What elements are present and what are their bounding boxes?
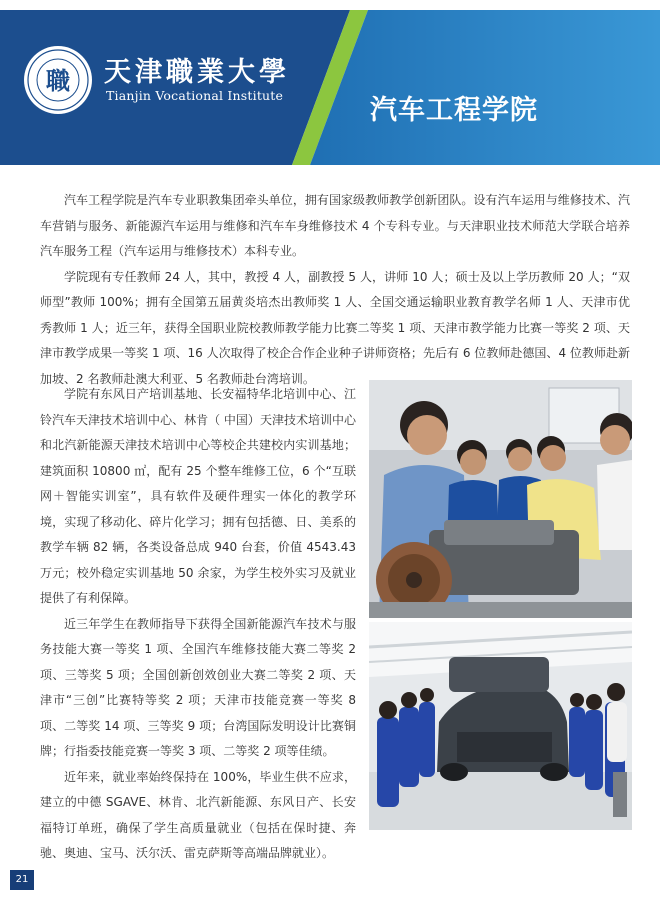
page-number: 21	[10, 870, 34, 890]
logo-glyph: 職	[46, 66, 70, 95]
paragraph-intro: 汽车工程学院是汽车专业职教集团牵头单位，拥有国家级教师教学创新团队。设有汽车运用与维修技术、汽车营销与服务、新能源汽车运用与维修和汽车车身维修技术 4 个专科专业。与天津职业技术师范大学联合培养汽车服务工程（汽车运用与维修技术）本科专业。	[40, 193, 630, 258]
institute-logo	[22, 44, 94, 116]
institute-name-en: Tianjin Vocational Institute	[106, 88, 284, 103]
banner-shapes	[0, 0, 660, 165]
intro-section	[40, 188, 630, 392]
paragraph-facilities: 学院有东风日产培训基地、长安福特华北培训中心、江铃汽车天津技术培训中心、林肯（ 中国）天津技术培训中心和北汽新能源天津技术培训中心等校企共建校内实训基地；建筑面积 10800 ㎡，配有 25 个整车维修工位，6 个“互联网＋智能实训室”，具有软件及硬件理实一体化的教学环境，实现了移动化、碎片化学习；拥有包括德、日、美系的教学车辆 82 辆，各类设备总成 940 台套，价值 4543.43 万元；校外稳定实训基地 50 余家，为学生校外实习及就业提供了有利保障。	[40, 387, 356, 605]
institute-name-cn: 天津職業大學	[104, 57, 290, 88]
paragraph-faculty: 学院现有专任教师 24 人，其中，教授 4 人，副教授 5 人，讲师 10 人；硕士及以上学历教师 20 人；“双师型”教师 100%；拥有全国第五届黄炎培杰出教师奖 1 人、全国交通运输职业教育教学名师 1 人、天津市优秀教师 1 人；近三年，获得全国职业院校教师教学能力比赛二等奖 1 项、天津市教学能力比赛一等奖 2 项、天津市教学成果一等奖 1 项、16 人次取得了校企合作企业种子讲师资格；先后有 6 位教师赴德国、4 位教师赴新加坡、2 名教师赴澳大利亚、5 名教师赴台湾培训。	[40, 269, 630, 386]
left-column-text	[40, 382, 356, 867]
college-title: 汽车工程学院	[370, 95, 538, 126]
header-banner	[0, 0, 660, 165]
photo-engine-training	[369, 380, 632, 618]
photo-vehicle-workshop	[369, 622, 632, 830]
paragraph-employment: 近年来，就业率始终保持在 100%，毕业生供不应求，建立的中德 SGAVE、林肯、北汽新能源、东风日产、长安福特订单班，确保了学生高质量就业（包括在保时捷、奔驰、奥迪、宝马、沃尔沃、雷克萨斯等高端品牌就业）。	[40, 769, 356, 860]
paragraph-awards: 近三年学生在教师指导下获得全国新能源汽车技术与服务技能大赛一等奖 1 项、全国汽车维修技能大赛二等奖 2 项、三等奖 5 项；全国创新创效创业大赛二等奖 2 项、天津市“三创”比赛特等奖 2 项；天津市技能竞赛一等奖 8 项、二等奖 14 项、三等奖 9 项；台湾国际发明设计比赛铜牌；行指委技能竞赛一等奖 3 项、二等奖 2 项等佳绩。	[40, 616, 356, 758]
